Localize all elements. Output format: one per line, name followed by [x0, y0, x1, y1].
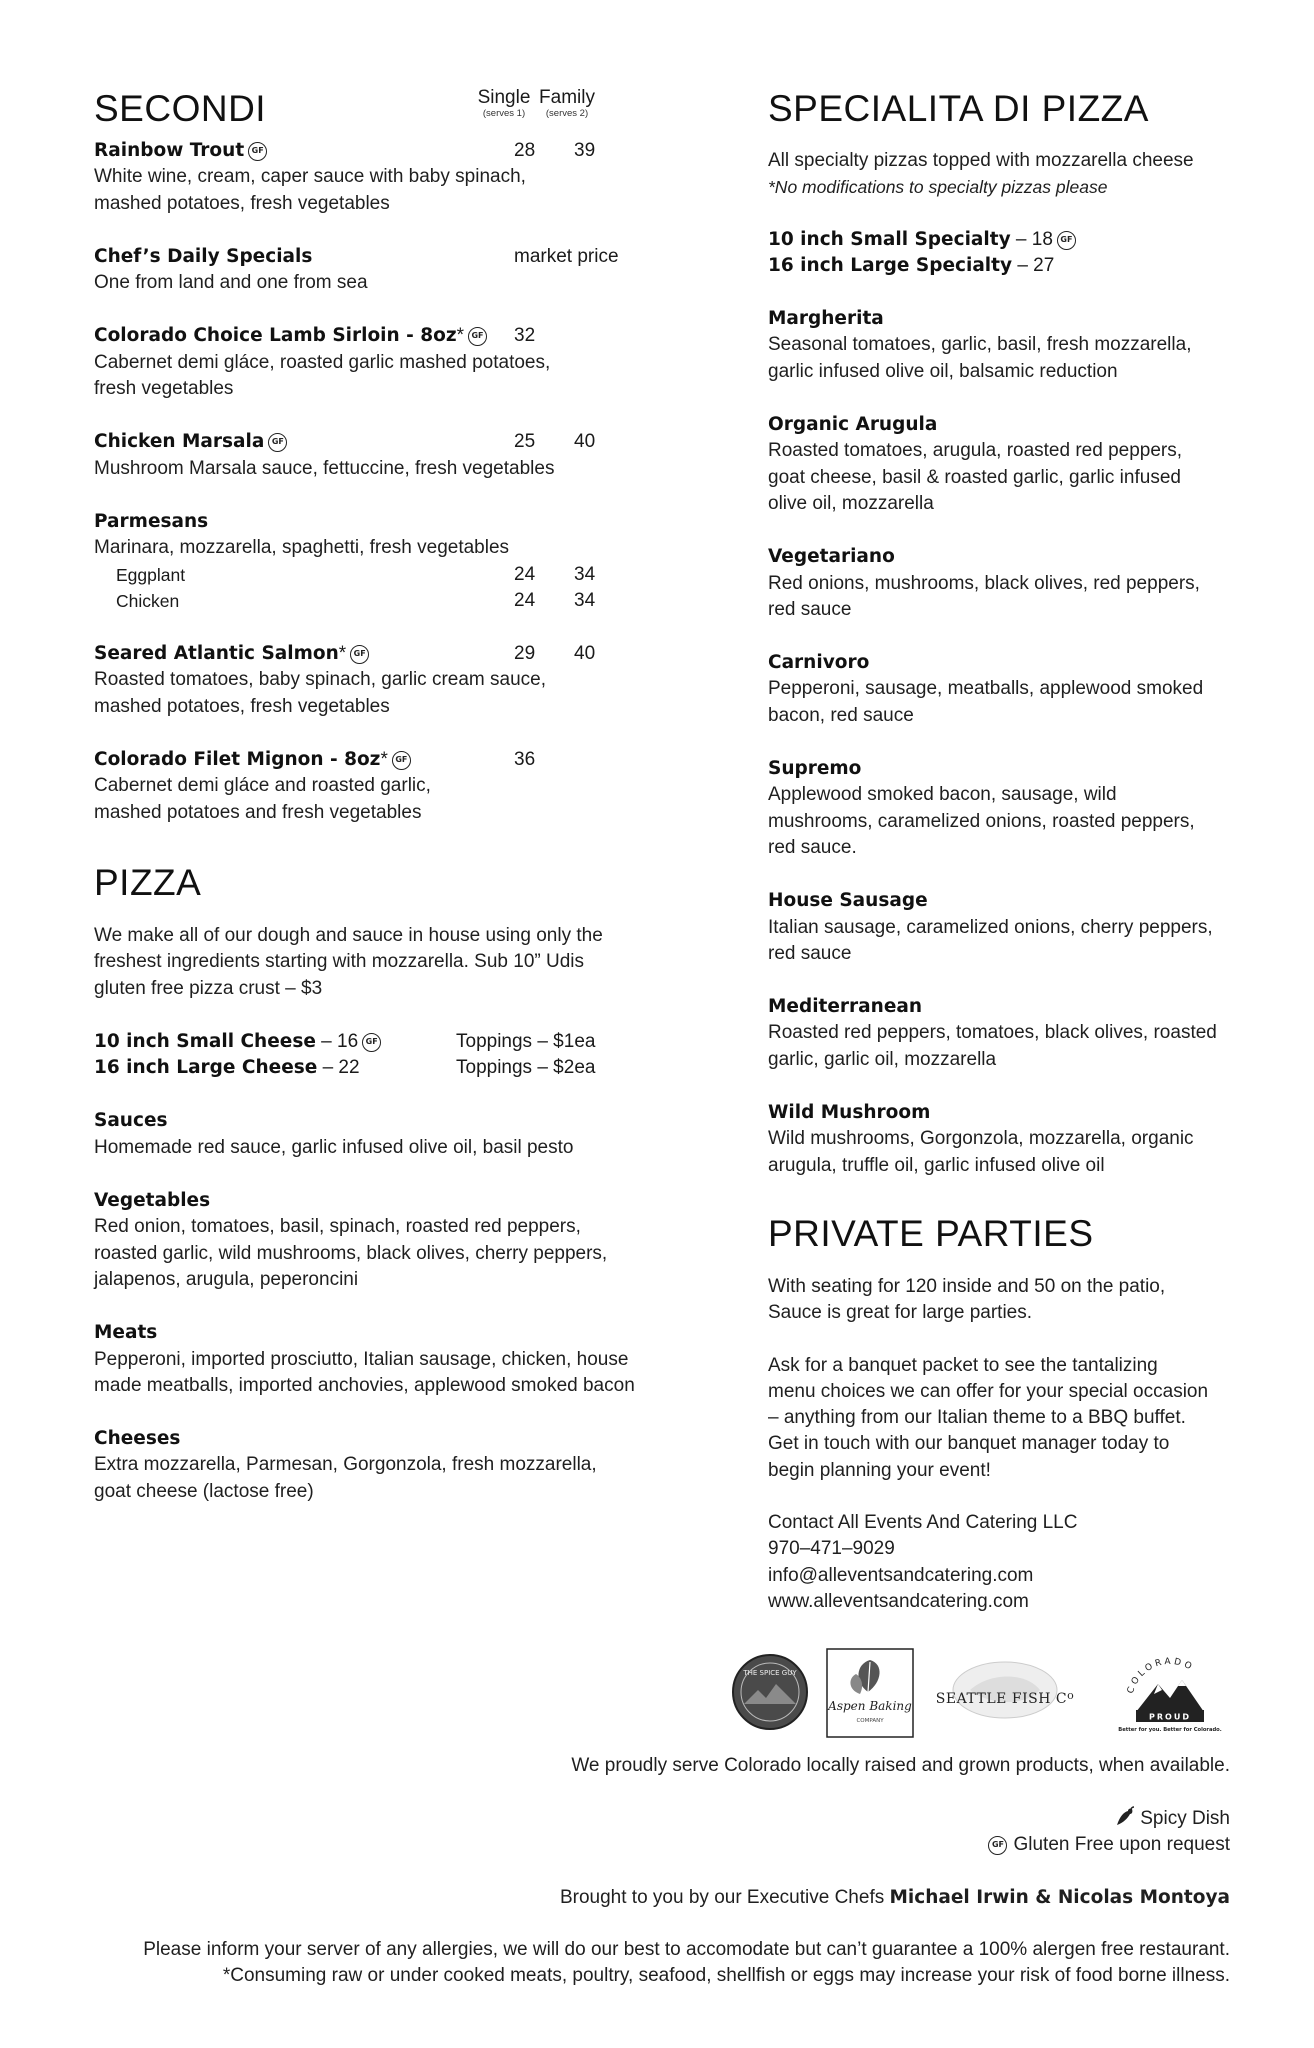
item-desc: Wild mushrooms, Gorgonzola, mozzarella, organic: [768, 1128, 1194, 1150]
paragraph-line: Sauce is great for large parties.: [768, 1302, 1033, 1324]
gluten-free-icon: GF: [1057, 231, 1076, 250]
specialita-title: SPECIALITA DI PIZZA: [768, 88, 1149, 129]
pizza-carnivoro: [768, 650, 1238, 729]
chili-pepper-icon: [1114, 1806, 1136, 1828]
no-modifications-note: *No modifications to specialty pizzas please: [768, 177, 1108, 198]
group-desc: Red onion, tomatoes, basil, spinach, roasted red peppers,: [94, 1216, 581, 1238]
left-column: [94, 87, 654, 1505]
contact-company: Contact All Events And Catering LLC: [768, 1511, 1078, 1533]
intro-line: We make all of our dough and sauce in house using only the: [94, 924, 603, 946]
price-family: 34: [574, 589, 596, 611]
private-parties-paragraph-1: [768, 1274, 1238, 1327]
pizza-organic-arugula: [768, 412, 1238, 517]
executive-chefs: [560, 1885, 1230, 1911]
item-desc: Italian sausage, caramelized onions, cherry peppers,: [768, 916, 1213, 938]
item-desc: arugula, truffle oil, garlic infused olive oil: [768, 1154, 1105, 1176]
item-desc: Applewood smoked bacon, sausage, wild: [768, 784, 1117, 806]
paragraph-line: Ask for a banquet packet to see the tantalizing: [768, 1354, 1158, 1376]
item-desc: red sauce: [768, 598, 852, 620]
gluten-free-label: Gluten Free upon request: [1013, 1834, 1230, 1855]
private-parties-title: PRIVATE PARTIES: [768, 1212, 1094, 1254]
aspen-baking-text: Aspen Baking: [828, 1699, 912, 1713]
item-name: 16 inch Large Specialty: [768, 254, 1013, 276]
single-serves: (serves 1): [482, 108, 526, 119]
secondi-title: SECONDI: [94, 88, 267, 129]
item-name: Carnivoro: [768, 652, 870, 674]
item-desc: mashed potatoes and fresh vegetables: [94, 801, 422, 823]
paragraph-line: menu choices we can offer for your special occasion: [768, 1380, 1209, 1402]
legend-spicy: [1114, 1806, 1230, 1832]
contact-block: [768, 1510, 1238, 1615]
group-name: Sauces: [94, 1110, 168, 1132]
family-label: Family: [539, 87, 595, 108]
single-column-head: [476, 88, 532, 119]
item-desc: goat cheese, basil & roasted garlic, garlic infused: [768, 466, 1181, 488]
item-name: House Sausage: [768, 890, 928, 912]
item-desc: garlic, garlic oil, mozzarella: [768, 1048, 997, 1070]
item-desc: Cabernet demi gláce and roasted garlic,: [94, 775, 431, 797]
specialita-intro: [768, 148, 1238, 201]
paragraph-line: – anything from our Italian theme to a BBQ buffet.: [768, 1407, 1186, 1429]
item-desc: mushrooms, caramelized onions, roasted peppers,: [768, 810, 1195, 832]
item-name: Chicken Marsala: [94, 431, 265, 453]
gluten-free-icon: GF: [350, 645, 369, 664]
gluten-free-icon: GF: [988, 1836, 1007, 1855]
group-desc: Homemade red sauce, garlic infused olive oil, basil pesto: [94, 1136, 574, 1158]
sub-item-label: Eggplant: [116, 564, 186, 585]
toppings-price: Toppings – $1ea: [456, 1030, 596, 1052]
item-desc: garlic infused olive oil, balsamic reduction: [768, 360, 1118, 382]
paragraph-line: begin planning your event!: [768, 1459, 991, 1481]
paragraph-line: Get in touch with our banquet manager today to: [768, 1433, 1170, 1455]
sub-item-eggplant: [94, 562, 654, 588]
price-single: 25: [514, 431, 536, 453]
family-column-head: [536, 88, 598, 119]
private-parties-paragraph-2: [768, 1353, 1238, 1484]
item-desc: White wine, cream, caper sauce with baby spinach,: [94, 166, 526, 188]
group-desc: roasted garlic, wild mushrooms, black olives, cherry peppers,: [94, 1242, 608, 1264]
seattle-fish-logo: [930, 1654, 1080, 1734]
sub-item-chicken: [94, 588, 654, 614]
item-desc: mashed potatoes, fresh vegetables: [94, 695, 390, 717]
price-single: 28: [514, 140, 536, 161]
item-name: 16 inch Large Cheese: [94, 1057, 318, 1079]
item-desc: mashed potatoes, fresh vegetables: [94, 192, 390, 214]
colorado-arc-text: COLORADO: [1125, 1656, 1196, 1695]
item-desc: Seasonal tomatoes, garlic, basil, fresh mozzarella,: [768, 334, 1192, 356]
item-price: – 22: [317, 1057, 360, 1079]
item-name: Colorado Filet Mignon - 8oz: [94, 749, 381, 771]
pizza-margherita: [768, 306, 1238, 385]
raw-asterisk: *: [338, 643, 347, 665]
local-products-note: We proudly serve Colorado locally raised and grown products, when available.: [571, 1755, 1230, 1776]
item-desc: Pepperoni, sausage, meatballs, applewood smoked: [768, 678, 1204, 700]
gluten-free-icon: GF: [392, 751, 411, 770]
pizza-large-cheese: [94, 1055, 654, 1081]
raw-asterisk: *: [380, 749, 388, 771]
item-desc: Red onions, mushrooms, black olives, red peppers,: [768, 572, 1200, 594]
contact-phone[interactable]: 970–471–9029: [768, 1538, 895, 1560]
pizza-house-sausage: [768, 888, 1238, 967]
contact-email[interactable]: info@alleventsandcatering.com: [768, 1564, 1034, 1586]
item-desc: Roasted tomatoes, arugula, roasted red peppers,: [768, 440, 1183, 462]
item-name: Rainbow Trout: [94, 140, 245, 161]
item-name: Colorado Choice Lamb Sirloin - 8oz: [94, 325, 457, 347]
pizza-wild-mushroom: [768, 1100, 1238, 1179]
menu-item-chefs-daily-specials: [94, 244, 654, 297]
item-name: Seared Atlantic Salmon: [94, 643, 339, 665]
item-name: Parmesans: [94, 510, 209, 532]
item-desc: red sauce.: [768, 836, 857, 858]
paragraph-line: With seating for 120 inside and 50 on the patio,: [768, 1275, 1166, 1297]
price-single: 36: [514, 749, 536, 771]
price-family: 40: [574, 431, 596, 453]
pizza-mediterranean: [768, 994, 1238, 1073]
menu-item-chicken-marsala: [94, 429, 654, 482]
family-serves: (serves 2): [545, 108, 589, 119]
item-desc: fresh vegetables: [94, 378, 234, 400]
specialita-header: [768, 90, 1238, 136]
item-name: Organic Arugula: [768, 414, 938, 436]
intro-line: freshest ingredients starting with mozzarella. Sub 10” Udis: [94, 951, 585, 973]
item-desc: Marinara, mozzarella, spaghetti, fresh vegetables: [94, 537, 510, 559]
item-desc: olive oil, mozzarella: [768, 492, 934, 514]
item-price: – 16: [315, 1030, 359, 1052]
group-desc: jalapenos, arugula, peperoncini: [94, 1268, 359, 1290]
group-desc: Extra mozzarella, Parmesan, Gorgonzola, fresh mozzarella,: [94, 1454, 597, 1476]
item-name: Mediterranean: [768, 996, 923, 1018]
raw-food-warning: *Consuming raw or under cooked meats, poultry, seafood, shellfish or eggs may increase your risk of food borne illness.: [222, 1965, 1230, 1986]
gluten-free-icon: GF: [468, 327, 487, 346]
spicy-label: Spicy Dish: [1140, 1808, 1230, 1829]
menu-item-rainbow-trout: [94, 138, 654, 217]
item-desc: bacon, red sauce: [768, 704, 914, 726]
single-label: Single: [477, 87, 531, 108]
group-name: Vegetables: [94, 1190, 211, 1212]
aspen-baking-sub: COMPANY: [856, 1718, 884, 1724]
item-name: Vegetariano: [768, 546, 895, 568]
pizza-meats: [94, 1320, 654, 1399]
intro-line: gluten free pizza crust – $3: [94, 977, 323, 999]
item-name: Chef’s Daily Specials: [94, 245, 313, 267]
colorado-proud-logo: [1114, 1650, 1226, 1738]
intro-line: All specialty pizzas topped with mozzarella cheese: [768, 150, 1194, 171]
pizza-sauces: [94, 1108, 654, 1161]
colorado-proud-text: PROUD: [1149, 1712, 1191, 1722]
gluten-free-icon: GF: [248, 142, 267, 161]
menu-item-lamb-sirloin: [94, 323, 654, 402]
price-family: 39: [574, 140, 596, 161]
item-desc: One from land and one from sea: [94, 272, 368, 294]
menu-item-filet-mignon: [94, 747, 654, 826]
price-single: 29: [514, 643, 536, 665]
pizza-cheeses: [94, 1426, 654, 1505]
right-column: [768, 90, 1238, 1615]
toppings-price: Toppings – $2ea: [456, 1057, 596, 1079]
contact-website[interactable]: www.alleventsandcatering.com: [768, 1590, 1029, 1612]
seattle-fish-o: o: [1067, 1689, 1075, 1702]
menu-item-parmesans: [94, 509, 654, 614]
pizza-vegetables: [94, 1188, 654, 1293]
gluten-free-icon: GF: [362, 1033, 381, 1052]
item-desc: Mushroom Marsala sauce, fettuccine, fresh vegetables: [94, 457, 555, 479]
partner-logos: [730, 1648, 1250, 1748]
group-name: Cheeses: [94, 1428, 181, 1450]
group-desc: made meatballs, imported anchovies, applewood smoked bacon: [94, 1374, 635, 1396]
pizza-intro: [94, 923, 654, 1002]
item-name: 10 inch Small Specialty: [768, 228, 1011, 250]
price-single: 32: [514, 325, 536, 347]
allergy-notice: Please inform your server of any allergies, we will do our best to accomodate but can’t guarantee a 100% alergen free restaurant.: [143, 1939, 1230, 1960]
price-single: 24: [514, 563, 536, 585]
item-price: – 27: [1012, 254, 1055, 276]
sub-item-label: Chicken: [116, 590, 180, 611]
price-family: 40: [574, 643, 596, 665]
raw-asterisk: *: [456, 325, 464, 347]
price-family: 34: [574, 563, 596, 585]
spice-guy-logo: [730, 1652, 810, 1732]
group-desc: goat cheese (lactose free): [94, 1480, 314, 1502]
pizza-title: PIZZA: [94, 861, 202, 903]
seattle-fish-text: SEATTLE FISH C: [935, 1691, 1068, 1707]
group-desc: Pepperoni, imported prosciutto, Italian sausage, chicken, house: [94, 1348, 629, 1370]
pizza-supremo: [768, 756, 1238, 861]
item-name: Supremo: [768, 758, 862, 780]
item-name: Wild Mushroom: [768, 1102, 931, 1124]
price-single: 24: [514, 589, 536, 611]
legend-gluten-free: [988, 1832, 1230, 1858]
specialty-sizes: [768, 227, 1238, 280]
gluten-free-icon: GF: [268, 433, 287, 452]
item-name: Margherita: [768, 308, 884, 330]
item-desc: Roasted red peppers, tomatoes, black olives, roasted: [768, 1022, 1217, 1044]
item-desc: Roasted tomatoes, baby spinach, garlic cream sauce,: [94, 669, 547, 691]
svg-text:SEATTLE FISH Co: [936, 1689, 1074, 1707]
price-market: market price: [514, 245, 619, 267]
item-desc: red sauce: [768, 942, 852, 964]
group-name: Meats: [94, 1322, 158, 1344]
menu-item-seared-atlantic-salmon: [94, 641, 654, 720]
item-price: – 18: [1010, 228, 1053, 250]
colorado-tagline: Better for you. Better for Colorado.: [1118, 1727, 1222, 1733]
item-name: 10 inch Small Cheese: [94, 1030, 316, 1052]
pizza-vegetariano: [768, 544, 1238, 623]
chefs-prefix: Brought to you by our Executive Chefs: [559, 1887, 890, 1908]
chefs-names: Michael Irwin & Nicolas Montoya: [889, 1887, 1230, 1908]
spice-guy-text: THE SPICE GUY: [743, 1669, 797, 1677]
pizza-small-cheese: [94, 1029, 654, 1055]
aspen-baking-logo: [826, 1648, 914, 1738]
secondi-header: [94, 87, 654, 136]
item-desc: Cabernet demi gláce, roasted garlic mashed potatoes,: [94, 351, 551, 373]
